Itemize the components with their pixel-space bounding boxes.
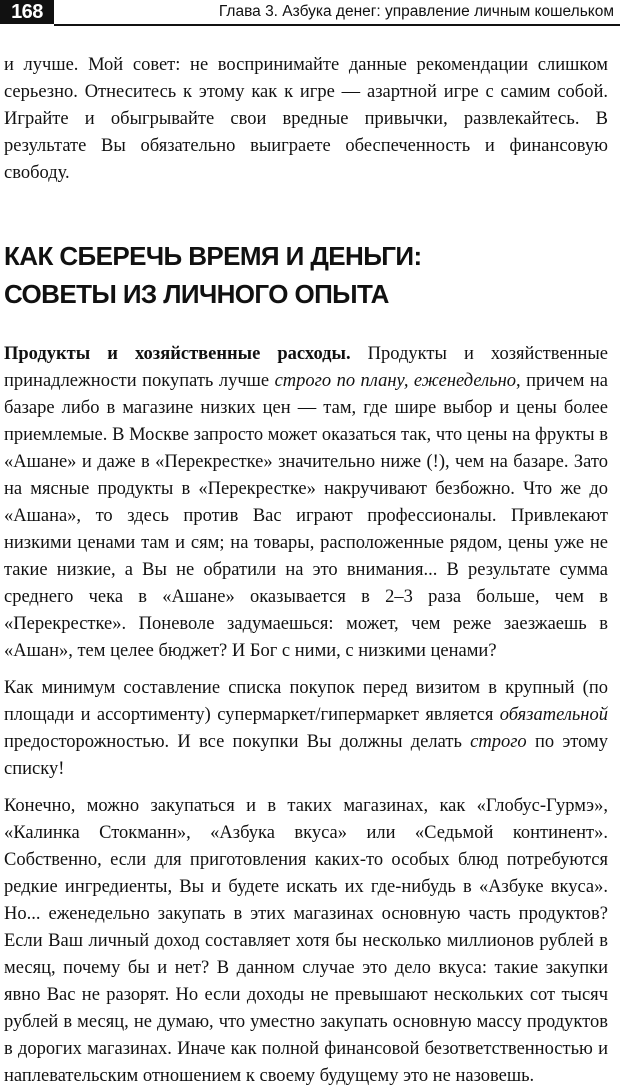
emphasis-text: обязательной [499, 705, 608, 725]
page-body [4, 52, 608, 1090]
paragraph-text: , причем на базаре либо в магазине низких цен — там, где шире выбор и цены более приемлемые. В Москве запросто может оказаться так, что цены на фрукты в «Ашане» и даже в «Перекрестке» значительно ниже (!), чем на базаре. Зато на мясные продукты в «Перекрестке» накручивают безбожно. Что же до «Ашана», то здесь против Вас играют профессионалы. Привлекают низкими ценами там и сям; на товары, расположенные рядом, цены уже не такие низкие, а Вы не обратили на это внимания... В результате сумма среднего чека в «Ашане» оказывается в 2–3 раза больше, чем в «Перекрестке». Поневоле задумаешься: может, чем реже заезжаешь в «Ашан», тем целее бюджет? И Бог с ними, с низкими ценами? [4, 371, 608, 661]
header-rule [54, 24, 620, 26]
section-title [4, 237, 608, 313]
running-title: Глава 3. Азбука денег: управление личным кошельком [218, 3, 614, 20]
paragraph-text: по этому списку! [4, 732, 608, 779]
paragraph-text: Как минимум составление списка покупок перед визитом в крупный (по площади и ассортименту) супермаркет/гипермаркет является [4, 678, 608, 725]
paragraph-shopping-list [4, 675, 608, 783]
emphasis-text: строго по плану, еженедельно [274, 371, 517, 391]
paragraph-premium-stores: Конечно, можно закупаться и в таких магазинах, как «Глобус-Гурмэ», «Калинка Стокманн», «Азбука вкуса» или «Седьмой континент». Собственно, если для приготовления каких-то особых блюд потребуются редкие ингредиенты, Вы и будете искать их где-нибудь в «Азбуке вкуса». Но... еженедельно закупать в этих магазинах основную часть продуктов? Если Ваш личный доход составляет хотя бы несколько миллионов рублей в месяц, почему бы и нет? В данном случае это дело вкуса: такие закупки явно Вас не разорят. Но если доходы не превышают нескольких сот тысяч рублей в месяц, не думаю, что уместно закупать основную массу продуктов в дорогих магазинах. Иначе как полной финансовой безответственностью и наплевательским отношением к своему будущему это не назовешь. [4, 796, 608, 1086]
section-title-line-1: КАК СБЕРЕЧЬ ВРЕМЯ И ДЕНЬГИ: [4, 241, 422, 271]
paragraph-text: Продукты и хозяйственные принадлежности покупать лучше [4, 344, 608, 391]
paragraph-text: предосторожностью. И все покупки Вы должны делать [4, 732, 471, 752]
intro-paragraph: и лучше. Мой совет: не воспринимайте данные рекомендации слишком серьезно. Отнеситесь к этому как к игре — азартной игре с самим собой. Играйте и обыгрывайте свои вредные привычки, развлекайтесь. В результате Вы обязательно выиграете обеспеченность и финансовую свободу. [4, 55, 608, 183]
paragraph-groceries [4, 341, 608, 665]
section-title-line-2: СОВЕТЫ ИЗ ЛИЧНОГО ОПЫТА [4, 279, 389, 309]
paragraph-lead: Продукты и хозяйственные расходы. [4, 344, 351, 364]
emphasis-text: строго [470, 732, 527, 752]
page-header [0, 0, 620, 26]
page-number: 168 [0, 0, 54, 24]
